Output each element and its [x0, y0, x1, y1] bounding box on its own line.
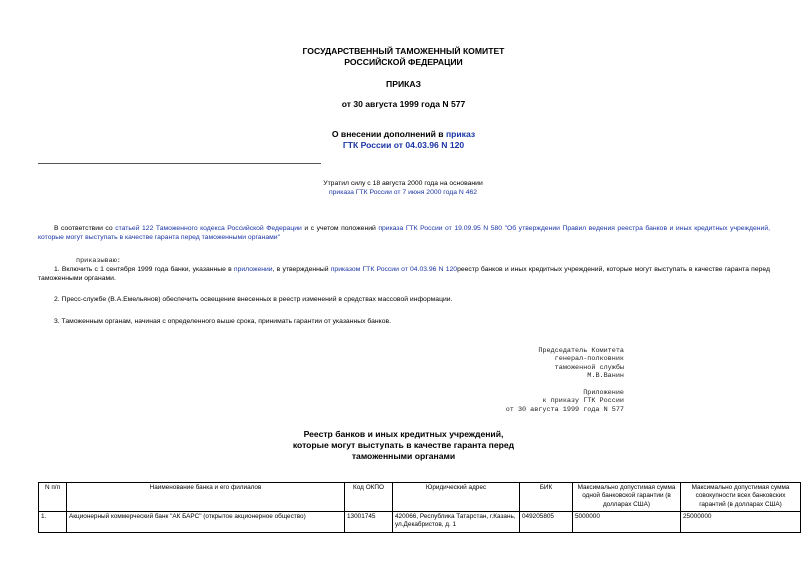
item1-text3: реестр банков и иных кредитных учреждений, которые могут выступать в качестве гаранта перед таможенными органами.	[38, 266, 770, 283]
item1-link-order-120[interactable]: приказом ГТК России от 04.03.96 N 120	[330, 266, 458, 273]
separator-line	[38, 163, 321, 164]
item1-link-appendix[interactable]: приложении	[233, 266, 273, 273]
appendix-note	[480, 389, 624, 414]
preamble	[38, 224, 770, 243]
item1-text1: 1. Включить с 1 сентября 1999 года банки, указанные в	[54, 266, 234, 273]
cell-name: Акционерный коммерческий банк "АК БАРС" (открытое акционерное общество)	[67, 512, 345, 533]
item-1	[38, 265, 770, 284]
header	[0, 46, 807, 68]
order-word: приказываю:	[76, 257, 121, 265]
signature-line1: Председатель Комитета	[538, 347, 624, 355]
org-name-line2: РОССИЙСКОЙ ФЕДЕРАЦИИ	[344, 57, 463, 67]
appendix-line3: от 30 августа 1999 года N 577	[505, 405, 624, 414]
org-name-line1: ГОСУДАРСТВЕННЫЙ ТАМОЖЕННЫЙ КОМИТЕТ	[302, 46, 505, 56]
title-link-order[interactable]: приказ	[445, 129, 476, 139]
preamble-link-order-580[interactable]: приказа ГТК России от 19.09.95 N 580 "Об утверждении Правил ведения реестра банков и иных кредитных учреждений, которые могут выступать в качестве гаранта перед таможенными органами"	[38, 225, 771, 242]
signature-line3: таможенной службы	[554, 363, 624, 372]
registry-title-line3: таможенными органами	[351, 451, 456, 461]
cell-num: 1.	[39, 512, 67, 533]
item-3: 3. Таможенным органам, начиная с определенного выше срока, принимать гарантии от указанных банков.	[54, 318, 391, 325]
registry-title	[0, 429, 807, 462]
registry-title-line1: Реестр банков и иных кредитных учреждений,	[303, 429, 504, 439]
cell-address: 420066, Республика Татарстан, г.Казань, ул.Декабристов, д. 1	[393, 512, 520, 533]
col-header-max-total: Максимально допустимая сумма совокупности всех банковских гарантий (в долларах США)	[681, 483, 801, 512]
col-header-max-single: Максимально допустимая сумма одной банковской гарантии (в долларах США)	[573, 483, 681, 512]
preamble-link-customs-code[interactable]: статьей 122 Таможенного кодекса Российской Федерации	[115, 225, 302, 232]
col-header-bik: БИК	[520, 483, 573, 512]
col-header-num: N п/п	[39, 483, 67, 512]
title-link-order-line2[interactable]: ГТК России от 04.03.96 N 120	[342, 140, 465, 150]
status-link[interactable]: приказа ГТК России от 7 июня 2000 года N 462	[328, 189, 478, 196]
table-header-row	[39, 483, 801, 512]
preamble-text2: и с учетом положений	[301, 225, 379, 232]
signature-line2: генерал-полковник	[554, 355, 624, 364]
col-header-address: Юридический адрес	[393, 483, 520, 512]
col-header-okpo: Код ОКПО	[345, 483, 393, 512]
item-2: 2. Пресс-службе (В.А.Емельянов) обеспечить освещение внесенных в реестр изменений в средствах массовой информации.	[54, 296, 453, 303]
title-prefix: О внесении дополнений в	[331, 129, 444, 139]
appendix-line2: к приказу ГТК России	[542, 397, 624, 406]
preamble-text1: В соответствии со	[54, 225, 113, 232]
table-row	[39, 512, 801, 533]
item1-text2: , в утвержденный	[272, 266, 331, 273]
col-header-name: Наименование банка и его филиалов	[67, 483, 345, 512]
cell-bik: 049205805	[520, 512, 573, 533]
registry-title-line2: которые могут выступать в качестве гаранта перед	[292, 440, 515, 450]
doc-date: от 30 августа 1999 года N 577	[341, 99, 466, 109]
cell-max-total: 25000000	[681, 512, 801, 533]
registry-table	[38, 482, 801, 533]
cell-max-single: 5000000	[573, 512, 681, 533]
doc-title	[0, 129, 807, 151]
signature-line4: М.В.Ванин	[587, 371, 624, 380]
status-line1: Утратил силу с 18 августа 2000 года на основании	[323, 180, 483, 187]
doc-type: ПРИКАЗ	[386, 79, 421, 89]
cell-okpo: 13001745	[345, 512, 393, 533]
signature	[480, 347, 624, 380]
appendix-line1: Приложение	[583, 389, 624, 397]
status-note	[310, 179, 496, 197]
